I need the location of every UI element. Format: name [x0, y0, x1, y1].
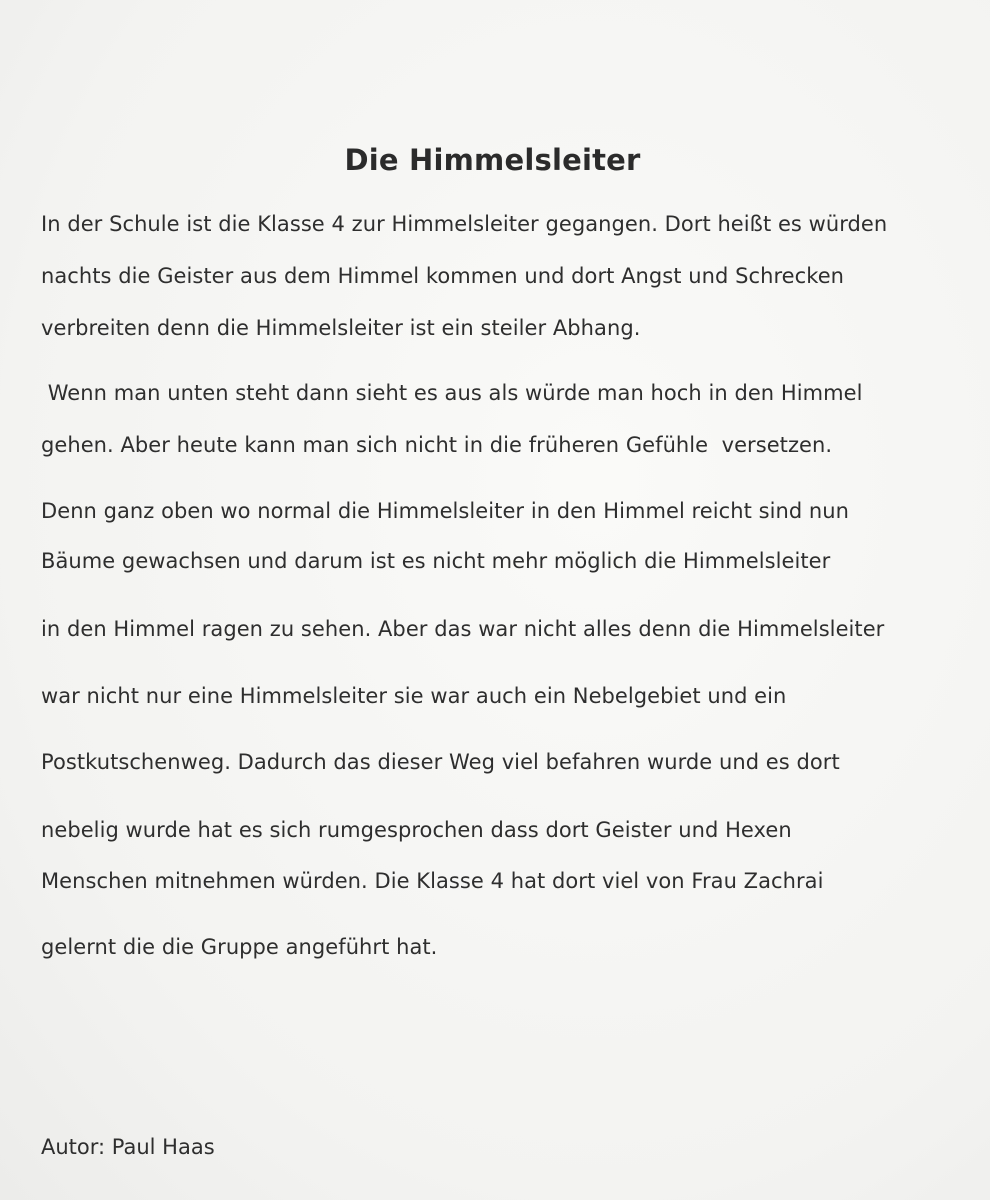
author-line: Autor: Paul Haas: [41, 1135, 215, 1159]
text-line-1: In der Schule ist die Klasse 4 zur Himmelsleiter gegangen. Dort heißt es würden: [41, 212, 888, 236]
text-line-12: Menschen mitnehmen würden. Die Klasse 4 hat dort viel von Frau Zachrai: [41, 869, 824, 893]
text-line-8: in den Himmel ragen zu sehen. Aber das war nicht alles denn die Himmelsleiter: [41, 617, 885, 641]
text-line-9: war nicht nur eine Himmelsleiter sie war auch ein Nebelgebiet und ein: [41, 684, 787, 708]
text-line-6: Denn ganz oben wo normal die Himmelsleiter in den Himmel reicht sind nun: [41, 499, 850, 523]
document-title: Die Himmelsleiter: [344, 143, 641, 177]
text-line-10: Postkutschenweg. Dadurch das dieser Weg viel befahren wurde und es dort: [41, 750, 840, 774]
text-line-5: gehen. Aber heute kann man sich nicht in die früheren Gefühle versetzen.: [41, 433, 833, 457]
text-line-2: nachts die Geister aus dem Himmel kommen und dort Angst und Schrecken: [41, 264, 845, 288]
text-line-13: gelernt die die Gruppe angeführt hat.: [41, 935, 438, 959]
text-line-4: Wenn man unten steht dann sieht es aus als würde man hoch in den Himmel: [41, 381, 863, 405]
text-line-3: verbreiten denn die Himmelsleiter ist ein steiler Abhang.: [41, 316, 641, 340]
text-line-11: nebelig wurde hat es sich rumgesprochen dass dort Geister und Hexen: [41, 818, 792, 842]
text-line-7: Bäume gewachsen und darum ist es nicht mehr möglich die Himmelsleiter: [41, 549, 831, 573]
